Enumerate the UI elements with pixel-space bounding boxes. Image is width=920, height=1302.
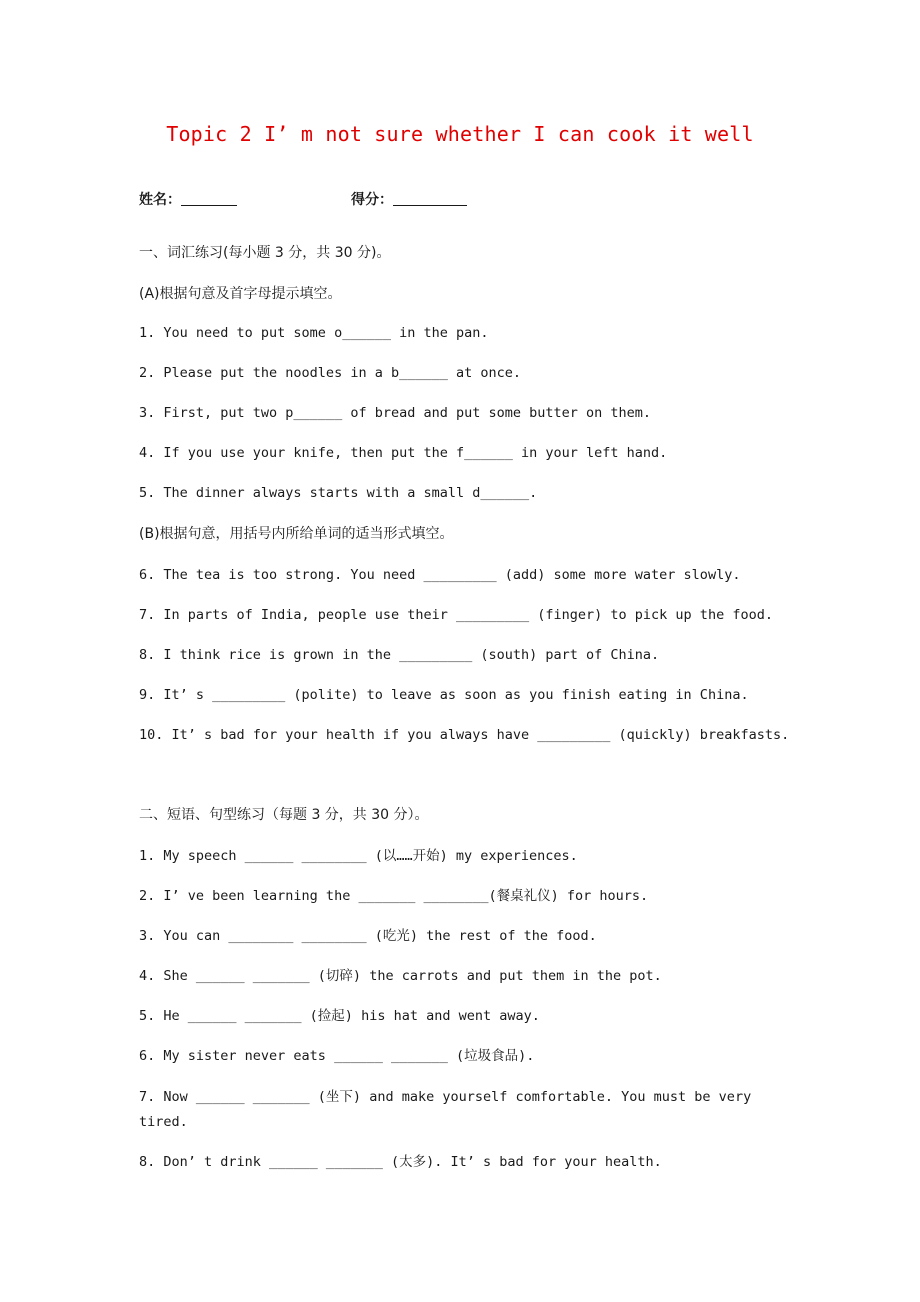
name-blank [181,191,237,206]
score-field [351,191,467,209]
question-item: 2. Please put the noodles in a b______ at once. [139,365,522,381]
question-item: 3. You can ________ ________ (吃光) the rest of the food. [139,928,597,944]
question-item: 10. It’ s bad for your health if you always have _________ (quickly) breakfasts. [139,727,790,743]
question-item: 1. You need to put some o______ in the pan. [139,325,489,341]
name-label: 姓名： [139,192,181,208]
question-item: 1. My speech ______ ________ (以……开始) my experiences. [139,848,578,864]
question-item: 8. I think rice is grown in the _________ (south) part of China. [139,647,660,663]
part-a-heading: (A)根据句意及首字母提示填空。 [139,286,342,302]
part-b-heading: (B)根据句意，用括号内所给单词的适当形式填空。 [139,526,454,542]
question-item: 5. The dinner always starts with a small d______. [139,485,538,501]
score-label: 得分： [351,192,393,208]
section1-heading: 一、词汇练习(每小题 3 分，共 30 分)。 [139,245,391,261]
question-item: 2. I’ ve been learning the _______ ________(餐桌礼仪) for hours. [139,888,649,904]
section2-heading: 二、短语、句型练习（每题 3 分，共 30 分）。 [139,807,429,823]
question-item-continuation: tired. [139,1114,188,1130]
worksheet-title: Topic 2 I’ m not sure whether I can cook it well [166,122,754,146]
question-item: 4. If you use your knife, then put the f______ in your left hand. [139,445,668,461]
question-item: 5. He ______ _______ (捡起) his hat and went away. [139,1008,540,1024]
score-blank [393,191,467,206]
question-item: 7. In parts of India, people use their _________ (finger) to pick up the food. [139,607,773,623]
question-item: 7. Now ______ _______ (坐下) and make yourself comfortable. You must be very [139,1089,752,1105]
question-item: 9. It’ s _________ (polite) to leave as soon as you finish eating in China. [139,687,749,703]
name-field [139,191,237,209]
question-item: 6. The tea is too strong. You need _________ (add) some more water slowly. [139,567,741,583]
question-item: 3. First, put two p______ of bread and put some butter on them. [139,405,652,421]
question-item: 6. My sister never eats ______ _______ (垃圾食品). [139,1048,535,1064]
question-item: 8. Don’ t drink ______ _______ (太多). It’ s bad for your health. [139,1154,662,1170]
question-item: 4. She ______ _______ (切碎) the carrots and put them in the pot. [139,968,662,984]
